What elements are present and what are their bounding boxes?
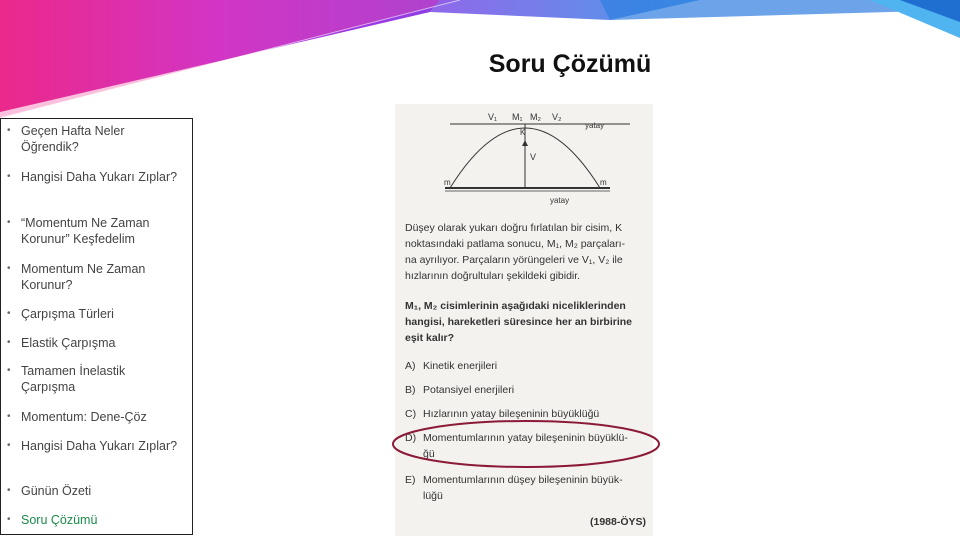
- bullet-icon: •: [7, 337, 11, 348]
- bullet-icon: •: [7, 308, 11, 319]
- prompt-line: M₁, M₂ cisimlerinin aşağıdaki niceliklerinden: [405, 300, 626, 312]
- sidebar-item-label: Hangisi Daha Yukarı Zıplar?: [21, 170, 178, 184]
- answer-highlight-ellipse: [390, 418, 662, 470]
- question-prompt: [405, 298, 650, 346]
- sidebar-item-label: Hangisi Daha Yukarı Zıplar?: [21, 439, 178, 453]
- sidebar-item-label: “Momentum Ne Zaman Korunur” Keşfedelim: [21, 216, 150, 246]
- bullet-icon: •: [7, 171, 11, 182]
- sidebar-item-carpisma-turleri[interactable]: [7, 306, 182, 322]
- sidebar-item-label: Geçen Hafta Neler Öğrendik?: [21, 124, 125, 154]
- sidebar-item-inelastik[interactable]: [7, 363, 182, 395]
- bullet-icon: •: [7, 263, 11, 274]
- sidebar-item-label: Soru Çözümü: [21, 513, 98, 527]
- stem-line: Düşey olarak yukarı doğru fırlatılan bir cisim, K: [405, 222, 623, 234]
- sidebar-item-label: Momentum Ne Zaman Korunur?: [21, 262, 146, 292]
- label-v2: V₂: [552, 112, 562, 122]
- label-v: V: [530, 152, 537, 162]
- stem-line: noktasındaki patlama sonucu, M₁, M₂ parçaları-: [405, 238, 626, 250]
- bullet-icon: •: [7, 411, 11, 422]
- page-title: Soru Çözümü: [488, 50, 652, 78]
- option-letter: A): [405, 360, 416, 372]
- label-k: K: [520, 128, 526, 137]
- sidebar-item-gecen-hafta[interactable]: [7, 123, 182, 155]
- sidebar-item-momentum-korunur[interactable]: [7, 261, 182, 293]
- option-b: [405, 382, 650, 398]
- option-text-cont: ğü: [423, 448, 435, 460]
- sidebar-item-label: Elastik Çarpışma: [21, 336, 116, 350]
- label-yatay-top: yatay: [585, 121, 605, 130]
- label-m2: M₂: [530, 112, 541, 122]
- bullet-icon: •: [7, 485, 11, 496]
- prompt-line: eşit kalır?: [405, 332, 455, 344]
- sidebar-item-label: Momentum: Dene-Çöz: [21, 410, 147, 424]
- prompt-line: hangisi, hareketleri süresince her an birbirine: [405, 316, 633, 328]
- stem-line: hızlarının doğrultuları şekildeki gibidir.: [405, 270, 581, 282]
- option-e: [405, 472, 650, 504]
- question-stem: [405, 220, 650, 284]
- question-source: (1988-ÖYS): [590, 516, 647, 528]
- stem-line: na ayrılıyor. Parçaların yörüngeleri ve V₁, V₂ ile: [405, 254, 623, 266]
- option-a: [405, 358, 650, 374]
- option-letter: E): [405, 474, 416, 486]
- option-letter: C): [405, 408, 417, 420]
- label-m-right: m: [600, 178, 607, 187]
- option-text: Kinetik enerjileri: [423, 360, 498, 372]
- bullet-icon: •: [7, 514, 11, 525]
- sidebar-item-kesfedelim[interactable]: [7, 215, 182, 247]
- sidebar-item-elastik[interactable]: [7, 335, 182, 351]
- label-m-left: m: [444, 178, 451, 187]
- trajectory-diagram: [430, 108, 640, 208]
- sidebar-item-hangisi-yukari[interactable]: [7, 169, 182, 185]
- option-text-cont: lüğü: [423, 490, 443, 502]
- sidebar-item-soru-cozumu[interactable]: [7, 512, 182, 528]
- sidebar-item-label: Tamamen İnelastik Çarpışma: [21, 364, 126, 394]
- option-text: Potansiyel enerjileri: [423, 384, 515, 396]
- sidebar-nav: [0, 118, 193, 535]
- label-m1: M₁: [512, 112, 523, 122]
- sidebar-item-label: Günün Özeti: [21, 484, 92, 498]
- sidebar-item-hangisi-yukari-2[interactable]: [7, 438, 182, 454]
- option-letter: B): [405, 384, 416, 396]
- label-yatay-bottom: yatay: [550, 196, 570, 205]
- sidebar-item-dene-coz[interactable]: [7, 409, 182, 425]
- sidebar-item-label: Çarpışma Türleri: [21, 307, 114, 321]
- bullet-icon: •: [7, 440, 11, 451]
- option-letter: D): [405, 432, 417, 444]
- sidebar-item-gunun-ozeti[interactable]: [7, 483, 182, 499]
- bullet-icon: •: [7, 365, 11, 376]
- option-text: Momentumlarının düşey bileşeninin büyük-: [423, 474, 623, 486]
- bullet-icon: •: [7, 125, 11, 136]
- option-text: Hızlarının yatay bileşeninin büyüklüğü: [423, 408, 600, 420]
- label-v1: V₁: [488, 112, 498, 122]
- bullet-icon: •: [7, 217, 11, 228]
- option-text: Momentumlarının yatay bileşeninin büyüklü-: [423, 432, 628, 444]
